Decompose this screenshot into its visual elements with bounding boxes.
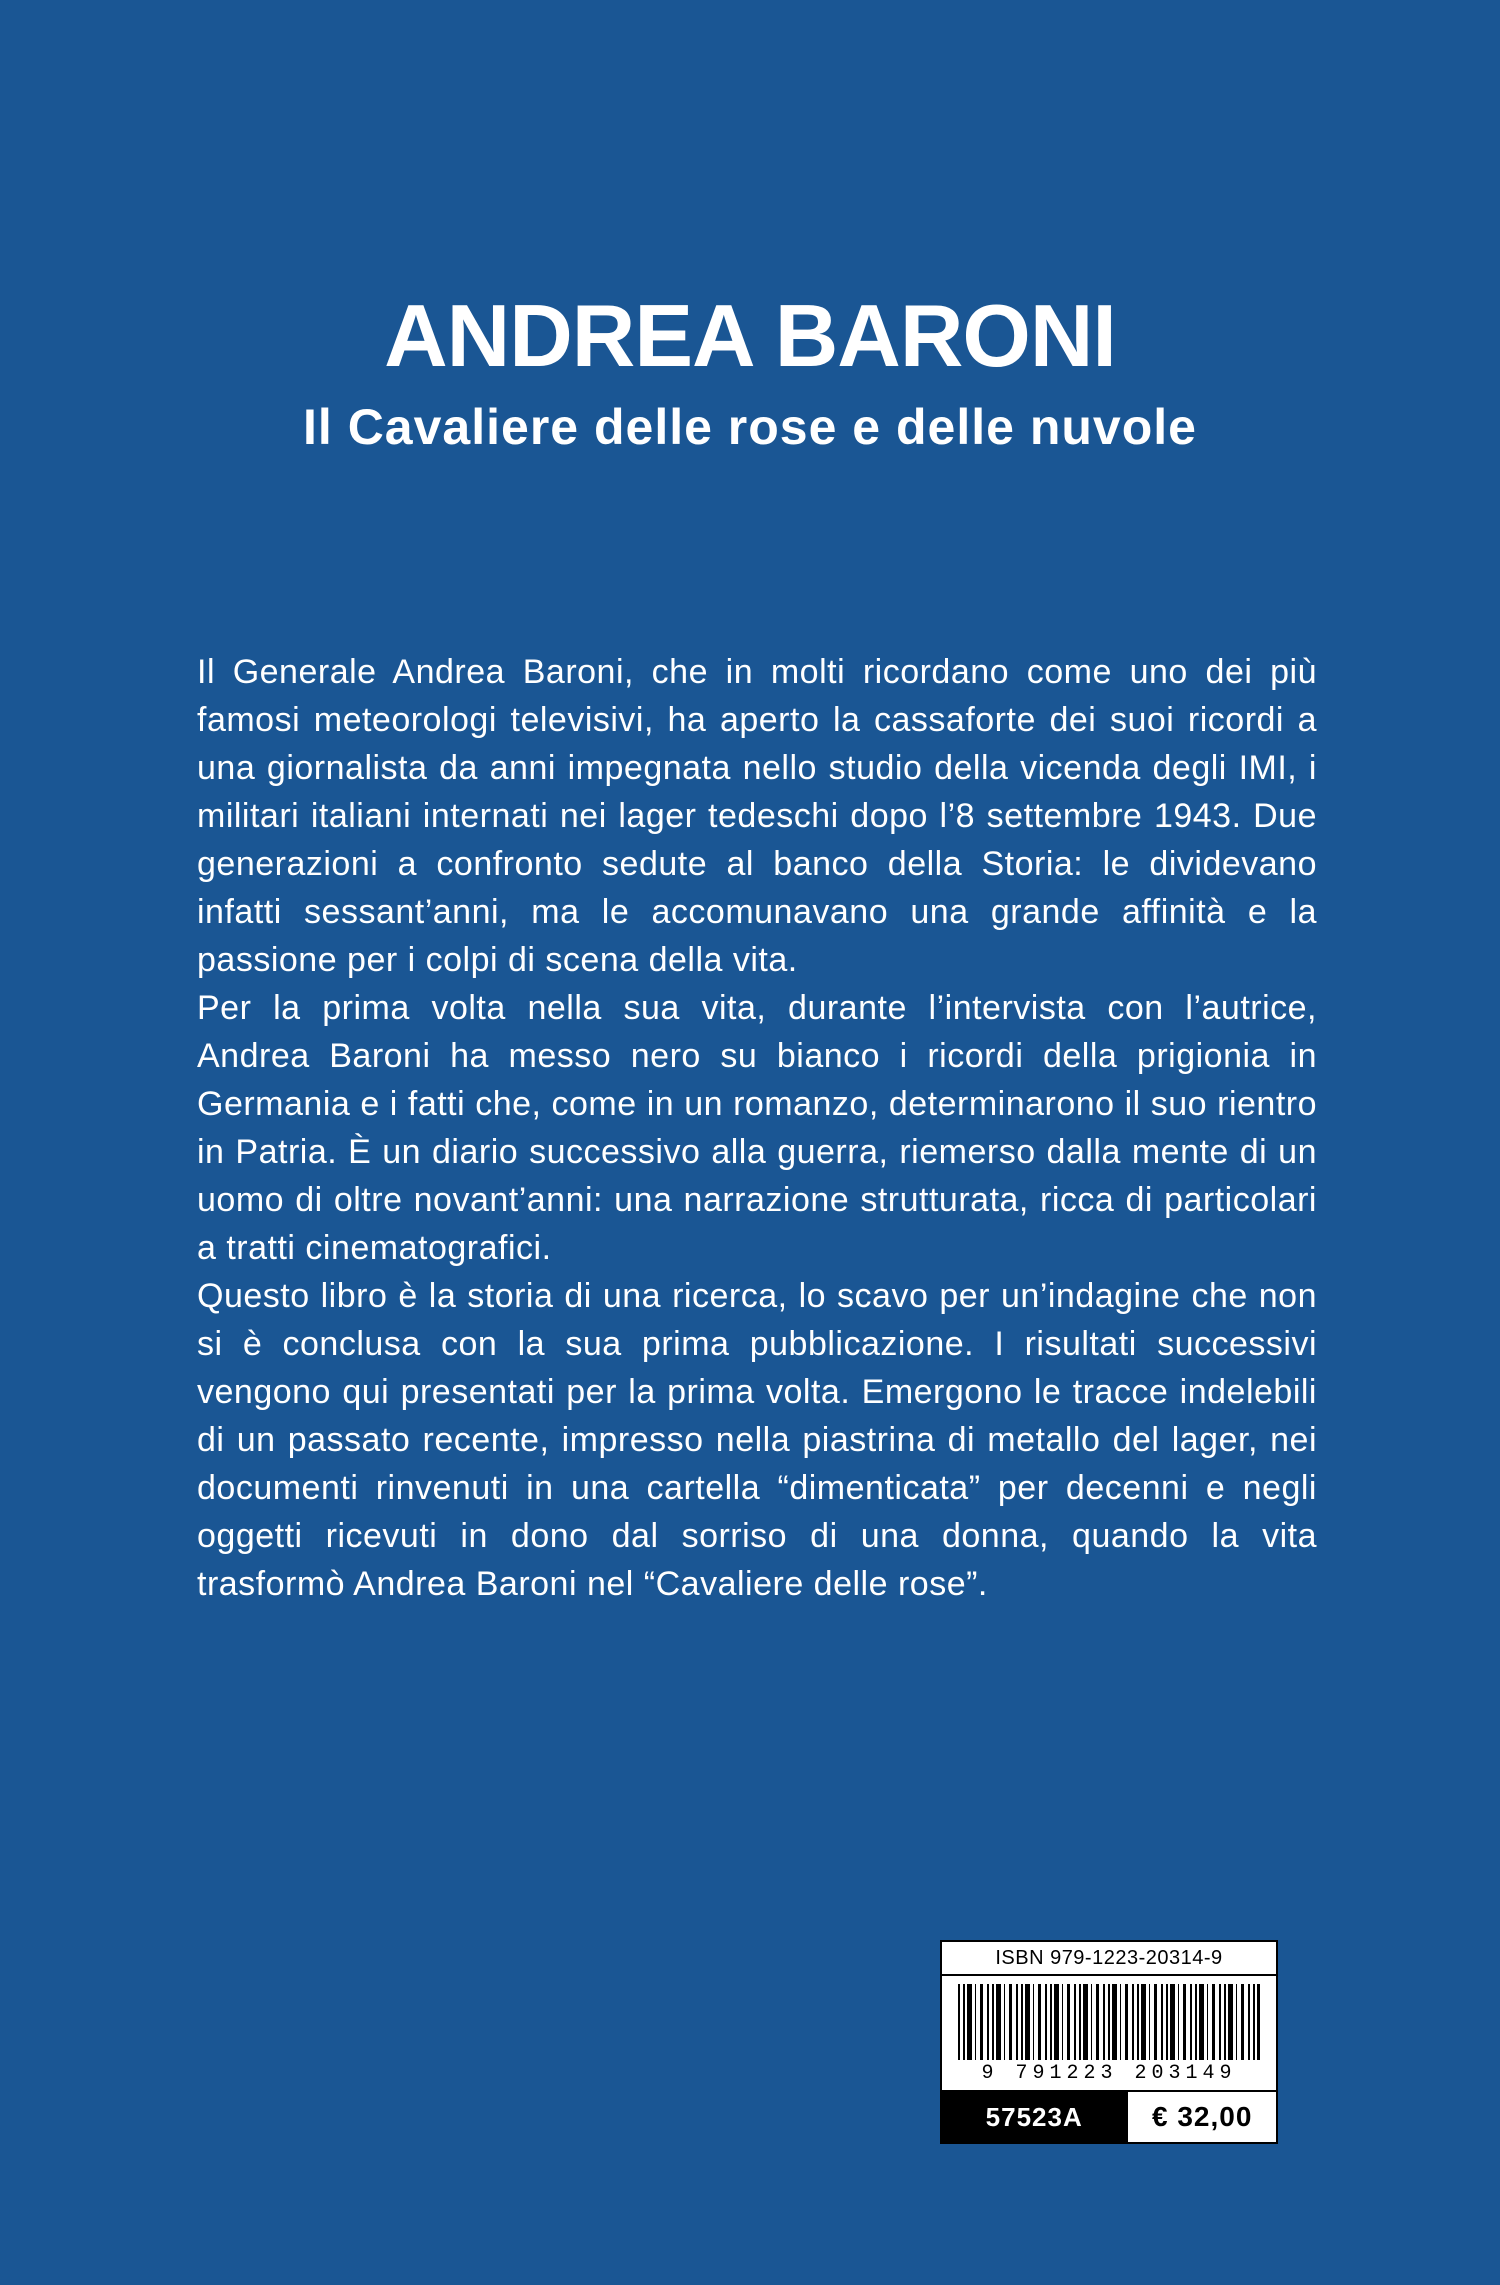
publisher-code: 57523A	[985, 2101, 1083, 2132]
blurb-paragraph: Il Generale Andrea Baroni, che in molti ricordano come uno dei più famosi meteorologi televisivi, ha aperto la cassaforte dei suoi ricordi a una giornalista da anni impegnata nello studio della vicenda degli IMI, i militari italiani internati nei lager tedeschi dopo l’8 settembre 1943. Due generazioni a confronto sedute al banco della Storia: le dividevano infatti sessant’anni, ma le accomunavano una grande affinità e la passione per i colpi di scena della vita.	[197, 653, 1317, 979]
blurb-paragraph: Per la prima volta nella sua vita, durante l’intervista con l’autrice, Andrea Baroni ha messo nero su bianco i ricordi della prigionia in Germania e i fatti che, come in un romanzo, determinarono il suo rientro in Patria. È un diario successivo alla guerra, riemerso dalla mente di un uomo di oltre novant’anni: una narrazione strutturata, ricca di particolari a tratti cinematografici.	[197, 989, 1317, 1267]
price-label: € 32,00	[1126, 2092, 1276, 2142]
book-title: Il Cavaliere delle rose e delle nuvole	[303, 399, 1197, 455]
cover-header	[0, 286, 1500, 455]
isbn-block	[940, 1940, 1278, 2144]
isbn-number-label: ISBN 979-1223-20314-9	[942, 1942, 1276, 1976]
barcode-digits: 9 791223 203149	[981, 2062, 1237, 2085]
author-name: ANDREA BARONI	[384, 286, 1116, 385]
blurb-paragraph: Questo libro è la storia di una ricerca, lo scavo per un’indagine che non si è conclusa con la sua prima pubblicazione. I risultati successivi vengono qui presentati per la prima volta. Emergono le tracce indelebili di un passato recente, impresso nella piastrina di metallo del lager, nei documenti rinvenuti in una cartella “dimenticata” per decenni e negli oggetti ricevuti in dono dal sorriso di una donna, quando la vita trasformò Andrea Baroni nel “Cavaliere delle rose”.	[197, 1277, 1317, 1603]
price-strip	[942, 2090, 1276, 2142]
barcode-image	[958, 1984, 1260, 2060]
back-cover-blurb	[197, 648, 1317, 1608]
